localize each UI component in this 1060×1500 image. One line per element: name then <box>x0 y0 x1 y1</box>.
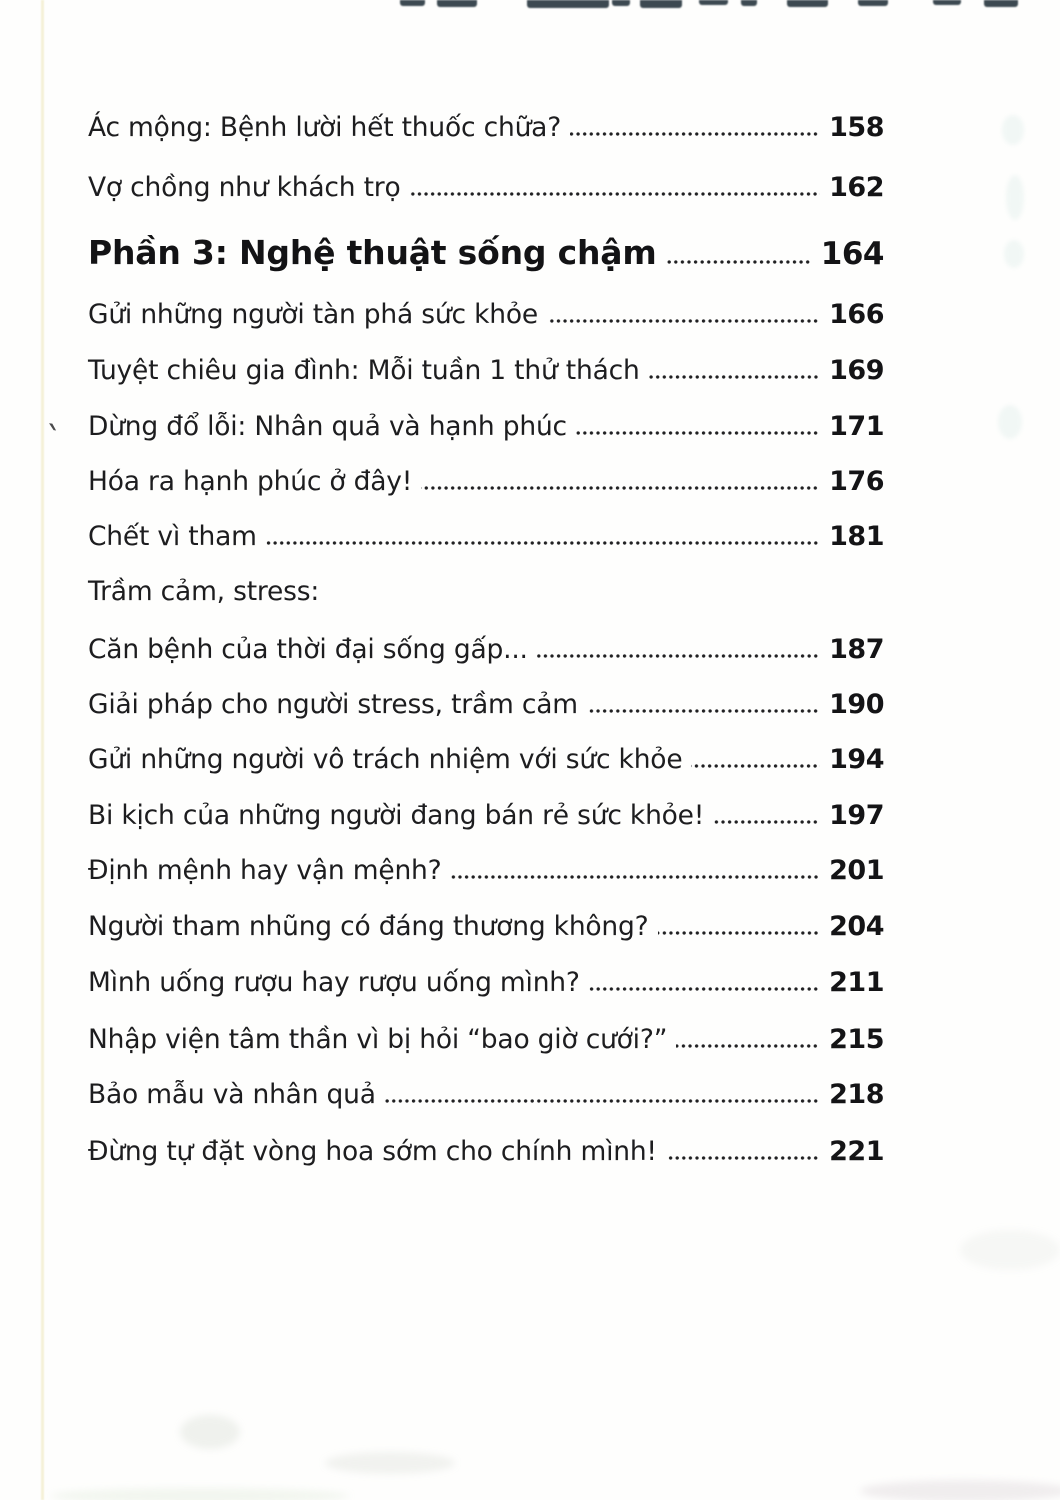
bleed-through-ghost <box>1006 175 1024 220</box>
toc-row <box>88 967 884 998</box>
dotted-leader <box>691 764 820 768</box>
toc-row <box>88 172 884 203</box>
toc-entry-page: 204 <box>829 911 884 942</box>
toc-entry-title: Căn bệnh của thời đại sống gấp... <box>88 634 528 665</box>
scan-artifact-top <box>984 0 1018 7</box>
toc-entry-title: Bi kịch của những người đang bán rẻ sức khỏe! <box>88 800 705 831</box>
toc-entry-page: 201 <box>829 855 884 886</box>
toc-row <box>88 577 884 607</box>
toc-entry-page: 187 <box>829 634 884 665</box>
toc-section-page: 164 <box>820 236 884 272</box>
toc-entry-page: 194 <box>829 744 884 775</box>
toc-entry-page: 181 <box>829 521 884 552</box>
dotted-leader <box>666 1156 820 1160</box>
toc-entry-page: 169 <box>829 355 884 386</box>
toc-entry-page: 176 <box>829 466 884 497</box>
scan-artifact-top <box>858 0 888 6</box>
toc-entry-title: Nhập viện tâm thần vì bị hỏi “bao giờ cưới?” <box>88 1024 668 1055</box>
scan-artifact-top <box>400 0 425 6</box>
toc-entry-page: 218 <box>829 1079 884 1110</box>
toc-entry-title: Định mệnh hay vận mệnh? <box>88 855 442 886</box>
toc-entry-page: 221 <box>829 1136 884 1167</box>
toc-row <box>88 112 884 143</box>
dotted-leader <box>409 192 820 196</box>
scan-artifact-top <box>741 0 757 6</box>
toc-entry-page: 215 <box>829 1024 884 1055</box>
toc-entry-page: 190 <box>829 689 884 720</box>
dotted-leader <box>576 431 820 435</box>
dotted-leader <box>587 709 820 713</box>
toc-entry-title: Bảo mẫu và nhân quả <box>88 1079 376 1110</box>
dotted-leader <box>649 375 821 379</box>
dotted-leader <box>589 987 820 991</box>
scan-fold-line <box>41 0 44 1500</box>
toc-entry-page: 211 <box>829 967 884 998</box>
toc-entry-page: 162 <box>829 172 884 203</box>
scan-artifact-top <box>437 0 477 7</box>
scan-smudge <box>960 1230 1060 1270</box>
toc-entry-title: Gửi những người tàn phá sức khỏe <box>88 299 538 330</box>
toc-entry-title: Trầm cảm, stress: <box>88 576 320 607</box>
dotted-leader <box>658 931 821 935</box>
scan-artifact-top <box>699 0 728 5</box>
toc-row <box>88 800 884 831</box>
dotted-leader <box>666 260 812 264</box>
toc-section-heading <box>88 234 884 273</box>
dotted-leader <box>537 654 820 658</box>
toc-entry-title: Tuyệt chiêu gia đình: Mỗi tuần 1 thử thách <box>88 355 640 386</box>
toc-entry-title: Gửi những người vô trách nhiệm với sức khỏe <box>88 744 683 775</box>
toc-entry-page: 166 <box>829 299 884 330</box>
toc-row <box>88 521 884 552</box>
toc-row <box>88 355 884 386</box>
dotted-leader <box>451 875 821 879</box>
toc-entry-title: Người tham nhũng có đáng thương không? <box>88 911 649 942</box>
toc-row <box>88 1136 884 1167</box>
bleed-through-ghost <box>1004 240 1024 268</box>
dotted-leader <box>676 1044 820 1048</box>
toc-row <box>88 1024 884 1055</box>
dotted-leader <box>266 541 820 545</box>
scan-artifact-top <box>640 0 682 8</box>
toc-entry-title: Mình uống rượu hay rượu uống mình? <box>88 967 580 998</box>
bleed-through-ghost <box>1002 115 1024 145</box>
toc-row <box>88 689 884 720</box>
scan-smudge <box>860 1480 1060 1500</box>
toc-entry-page: 171 <box>829 411 884 442</box>
toc-row <box>88 411 884 442</box>
toc-row <box>88 911 884 942</box>
dotted-leader <box>570 132 820 136</box>
toc-row <box>88 634 884 665</box>
scan-artifact-top <box>787 0 828 7</box>
toc-row <box>88 855 884 886</box>
toc-row <box>88 744 884 775</box>
scan-artifact-top <box>527 0 609 8</box>
scan-smudge <box>180 1415 240 1449</box>
bleed-through-ghost <box>998 405 1022 439</box>
scan-artifact-top <box>933 0 961 5</box>
toc-row <box>88 466 884 497</box>
dotted-leader <box>385 1099 820 1103</box>
scan-artifact-top <box>612 0 630 6</box>
toc-entry-title: Dừng đổ lỗi: Nhân quả và hạnh phúc <box>88 411 567 442</box>
dotted-leader <box>713 820 820 824</box>
dotted-leader <box>547 319 820 323</box>
scan-smudge <box>50 1488 350 1500</box>
dotted-leader <box>421 486 820 490</box>
toc-entry-title: Đừng tự đặt vòng hoa sớm cho chính mình! <box>88 1136 657 1167</box>
toc-row <box>88 299 884 330</box>
toc-entry-title: Vợ chồng như khách trọ <box>88 172 401 203</box>
toc-row <box>88 1079 884 1110</box>
toc-section-title: Phần 3: Nghệ thuật sống chậm <box>88 233 657 272</box>
toc-entry-title: Hóa ra hạnh phúc ở đây! <box>88 466 413 497</box>
stray-mark: ` <box>41 419 64 461</box>
toc-entry-title: Giải pháp cho người stress, trầm cảm <box>88 689 578 720</box>
scan-smudge <box>325 1452 455 1474</box>
toc-entry-title: Ác mộng: Bệnh lười hết thuốc chữa? <box>88 112 562 143</box>
toc-entry-page: 158 <box>829 112 884 143</box>
toc-entry-title: Chết vì tham <box>88 521 257 552</box>
toc-entry-page: 197 <box>829 800 884 831</box>
